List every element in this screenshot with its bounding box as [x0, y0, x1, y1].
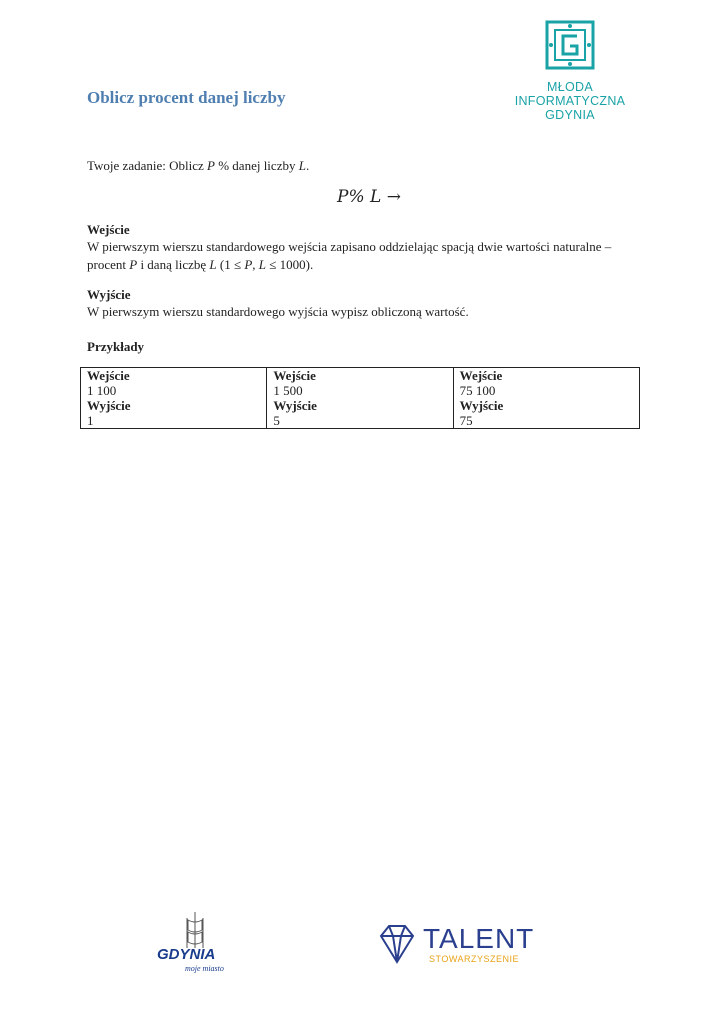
formula: P% L →: [337, 187, 401, 207]
gdynia-slogan: moje miasto: [185, 964, 224, 973]
output-description: W pierwszym wierszu standardowego wyjścia wypisz obliczoną wartość.: [87, 304, 469, 319]
talent-wordmark: TALENT: [423, 923, 535, 954]
example-output-value: 1: [87, 413, 94, 428]
var-l: L: [209, 257, 217, 272]
text-span: (1 ≤: [216, 257, 245, 272]
input-description-line-1: W pierwszym wierszu standardowego wejścia zapisano oddzielając spacją dwie wartości naturalne –: [87, 239, 612, 254]
example-output-label: Wyjście: [273, 398, 317, 413]
text-span: i daną liczbę: [137, 257, 210, 272]
example-output-label: Wyjście: [459, 398, 504, 413]
example-output-value: 75: [459, 413, 473, 428]
example-input-value: 75 100: [459, 383, 496, 398]
logo-line-3: GDYNIA: [545, 108, 595, 122]
task-prefix: Twoje zadanie: Oblicz: [87, 158, 208, 173]
var-l: L: [298, 158, 306, 173]
example-input-value: 1 500: [273, 383, 303, 398]
var-p: P: [244, 257, 253, 272]
mlodа-informatyczna-logo: [505, 20, 635, 120]
example-output-value: 5: [273, 413, 280, 428]
diamond-icon: [375, 922, 419, 966]
text-span: procent: [87, 257, 130, 272]
output-heading: Wyjście: [87, 287, 131, 302]
page-title: Oblicz procent danej liczby: [87, 88, 286, 107]
logo-line-1: MŁODA: [547, 80, 593, 94]
var-p: P: [129, 257, 138, 272]
examples-heading: Przykłady: [87, 339, 145, 354]
talent-logo: [375, 920, 535, 970]
example-input-label: Wejście: [87, 368, 130, 383]
example-input-label: Wejście: [459, 368, 503, 383]
var-p: P: [207, 158, 215, 173]
text-span: ,: [252, 257, 259, 272]
example-cell: [453, 368, 639, 429]
gdynia-wordmark: GDYNIA: [157, 946, 216, 963]
var-l: L: [258, 257, 267, 272]
logo-line-2: INFORMATYCZNA: [514, 94, 626, 108]
examples-table: [80, 367, 640, 429]
example-cell: [81, 368, 267, 429]
table-row: [81, 368, 640, 429]
circuit-logo-icon: [545, 20, 595, 70]
gdynia-logo: [155, 910, 235, 980]
task-statement: [87, 157, 309, 174]
input-description-line-2: [87, 256, 313, 273]
example-output-label: Wyjście: [87, 398, 131, 413]
task-mid: % danej liczby: [214, 158, 299, 173]
task-end: .: [305, 158, 310, 173]
input-heading: Wejście: [87, 222, 130, 237]
text-span: ≤ 1000).: [266, 257, 314, 272]
talent-subtitle: STOWARZYSZENIE: [429, 954, 520, 964]
example-input-label: Wejście: [273, 368, 316, 383]
example-cell: [267, 368, 453, 429]
example-input-value: 1 100: [87, 383, 117, 398]
